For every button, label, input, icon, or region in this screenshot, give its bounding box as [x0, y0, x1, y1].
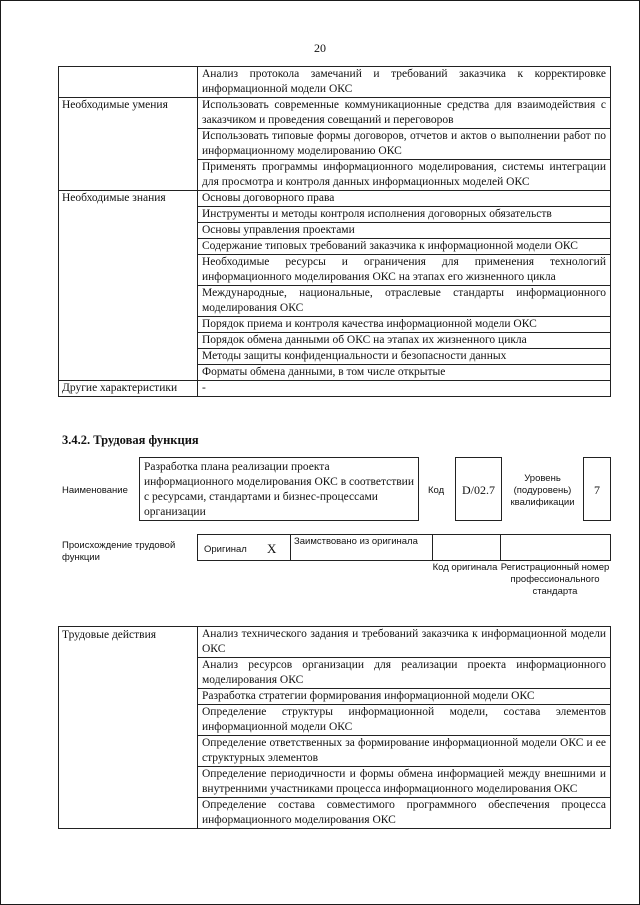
code-original-cell — [432, 535, 501, 560]
list-item: Методы защиты конфиденциальности и безопасности данных — [198, 349, 611, 365]
function-name-box — [139, 457, 419, 521]
list-item: Основы управления проектами — [198, 223, 611, 239]
function-name: Разработка плана реализации проекта информационного моделирования ОКС в соответствии с ресурсами, стандартами и бизнес-процессами организации — [144, 461, 414, 518]
list-item: Анализ протокола замечаний и требований заказчика к корректировке информационной модели ОКС — [198, 67, 611, 98]
code-value: D/02.7 — [462, 483, 495, 497]
table-row — [59, 627, 611, 658]
reg-number-cell — [500, 535, 610, 560]
list-item: Использовать типовые формы договоров, отчетов и актов о выполнении работ по информационному моделированию ОКС — [198, 129, 611, 160]
list-item: Порядок обмена данными об ОКС на этапах их жизненного цикла — [198, 333, 611, 349]
list-item: Основы договорного права — [198, 191, 611, 207]
list-item: Содержание типовых требований заказчика к информационной модели ОКС — [198, 239, 611, 255]
original-cell — [198, 535, 291, 560]
knowledge-skills-table — [58, 66, 611, 397]
origin-row — [197, 534, 611, 561]
list-item: Определение ответственных за формирование информационной модели ОКС и ее структурных элементов — [198, 736, 611, 767]
level-box — [583, 457, 611, 521]
borrowed-label: Заимствовано из оригинала — [294, 536, 418, 547]
page-number: 20 — [314, 41, 326, 55]
level-value: 7 — [594, 483, 600, 497]
list-item: Определение структуры информационной модели, состава элементов информационной модели ОКС — [198, 705, 611, 736]
list-item: Определение периодичности и формы обмена информацией между внешними и внутренними участниками процесса информационного моделирования ОКС — [198, 767, 611, 798]
original-mark: X — [267, 541, 277, 556]
row-label-knowledge: Необходимые знания — [59, 191, 198, 381]
list-item: Разработка стратегии формирования информационной модели ОКС — [198, 689, 611, 705]
row-label-actions: Трудовые действия — [59, 627, 198, 829]
table-row — [59, 67, 611, 98]
code-box — [455, 457, 502, 521]
row-label-other: Другие характеристики — [59, 381, 198, 397]
list-item: Применять программы информационного моделирования, системы интеграции для просмотра и контроля данных информационных моделей ОКС — [198, 160, 611, 191]
row-label — [59, 67, 198, 98]
section-heading: 3.4.2. Трудовая функция — [62, 433, 199, 447]
list-item: Использовать современные коммуникационные средства для взаимодействия с заказчиком и проведения совещаний и переговоров — [198, 98, 611, 129]
table-row — [59, 191, 611, 207]
list-item: Порядок приема и контроля качества информационной модели ОКС — [198, 317, 611, 333]
table-row — [59, 381, 611, 397]
list-item: Форматы обмена данными, в том числе открытые — [198, 365, 611, 381]
list-item: Необходимые ресурсы и ограничения для применения технологий информационного моделирования ОКС на этапах его жизненного цикла — [198, 255, 611, 286]
borrowed-cell — [290, 535, 433, 560]
row-label-skills: Необходимые умения — [59, 98, 198, 191]
code-label: Код — [428, 485, 445, 496]
labor-actions-table — [58, 626, 611, 829]
reg-number-caption: Регистрационный номер профессионального стандарта — [500, 562, 610, 597]
origin-label: Происхождение трудовой функции — [62, 540, 176, 563]
list-item: Анализ технического задания и требований заказчика к информационной модели ОКС — [198, 627, 611, 658]
table-row — [59, 98, 611, 129]
list-item: Инструменты и методы контроля исполнения договорных обязательств — [198, 207, 611, 223]
name-label: Наименование — [62, 485, 128, 496]
list-item: Анализ ресурсов организации для реализации проекта информационного моделирования ОКС — [198, 658, 611, 689]
list-item: - — [198, 381, 611, 397]
code-original-caption: Код оригинала — [432, 562, 498, 573]
list-item: Определение состава совместимого программного обеспечения процесса информационного моделирования ОКС — [198, 798, 611, 829]
level-label: Уровень (подуровень) квалификации — [510, 473, 575, 508]
original-label: Оригинал — [204, 544, 247, 555]
list-item: Международные, национальные, отраслевые стандарты информационного моделирования ОКС — [198, 286, 611, 317]
